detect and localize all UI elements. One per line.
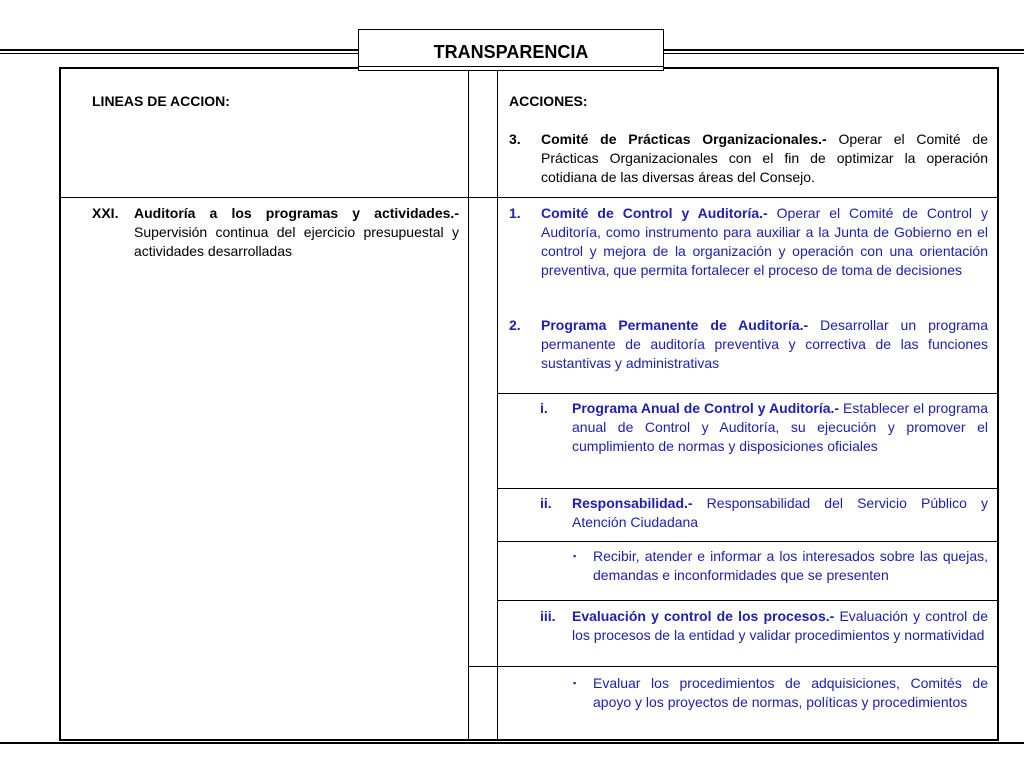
action-1-number: 1. [509, 205, 521, 221]
row-divider-1 [497, 393, 999, 394]
title-box [358, 29, 664, 71]
line-item-title: Auditoría a los programas y actividades.- [134, 205, 459, 221]
header-row-divider [59, 197, 999, 198]
page-title: TRANSPARENCIA [433, 42, 589, 62]
row-divider-5 [468, 666, 999, 667]
subaction-iii-text: Evaluación y control de los procesos de la entidad y validar procedimientos y normatividad [572, 608, 988, 643]
subaction-i-text: Establecer el programa anual de Control y Auditoría, su ejecución y promover el cumplimiento de normas y disposiciones oficiales [572, 400, 988, 454]
bottom-rule [0, 742, 1024, 744]
subaction-iii-title: Evaluación y control de los procesos.- [572, 608, 835, 624]
line-item-text: Supervisión continua del ejercicio presupuestal y actividades desarrolladas [134, 224, 459, 259]
subaction-iii-number: iii. [540, 608, 556, 624]
right-header: ACCIONES: [509, 93, 588, 109]
left-header: LINEAS DE ACCION: [92, 93, 230, 109]
subaction-bullet-2: Evaluar los procedimientos de adquisiciones, Comités de apoyo y los proyectos de normas, políticas y procedimientos [593, 675, 988, 710]
bullet-icon: ▪ [573, 678, 577, 688]
action-2-text: Desarrollar un programa permanente de auditoría preventiva y correctiva de las funciones sustantivas y administrativas [541, 317, 989, 371]
action-2 [541, 316, 988, 373]
column-divider-left [468, 67, 469, 741]
row-divider-4 [497, 600, 999, 601]
subaction-ii [572, 494, 988, 532]
top-action-title: Comité de Prácticas Organizacionales.- [541, 131, 827, 147]
subaction-i [572, 399, 988, 456]
title-box-underline [359, 66, 663, 67]
row-divider-3 [497, 541, 999, 542]
line-item [134, 204, 459, 261]
top-action-number: 3. [509, 131, 521, 147]
subaction-ii-number: ii. [540, 495, 552, 511]
bullet-icon: ▪ [573, 551, 577, 561]
row-divider-2 [497, 488, 999, 489]
action-2-number: 2. [509, 317, 521, 333]
subaction-iii [572, 607, 988, 645]
line-item-number: XXI. [92, 205, 119, 221]
subaction-ii-title: Responsabilidad.- [572, 495, 693, 511]
action-1-title: Comité de Control y Auditoría.- [541, 205, 768, 221]
subaction-ii-text: Responsabilidad del Servicio Público y Atención Ciudadana [572, 495, 988, 530]
subaction-bullet-1: Recibir, atender e informar a los interesados sobre las quejas, demandas e inconformidades que se presenten [593, 548, 988, 583]
subaction-i-number: i. [540, 400, 548, 416]
subaction-i-title: Programa Anual de Control y Auditoría.- [572, 400, 840, 416]
top-action [541, 130, 988, 187]
action-1 [541, 204, 988, 280]
action-1-text: Operar el Comité de Control y Auditoría, como instrumento para auxiliar a la Junta de Gobierno en el control y mejora de la organización y operación con una orientación preventiva, que permita fortalecer el proceso de toma de decisiones [541, 205, 989, 278]
top-action-text: Operar el Comité de Prácticas Organizacionales con el fin de optimizar la operación cotidiana de las diversas áreas del Consejo. [541, 131, 988, 185]
action-2-title: Programa Permanente de Auditoría.- [541, 317, 809, 333]
column-divider-right [497, 67, 498, 741]
